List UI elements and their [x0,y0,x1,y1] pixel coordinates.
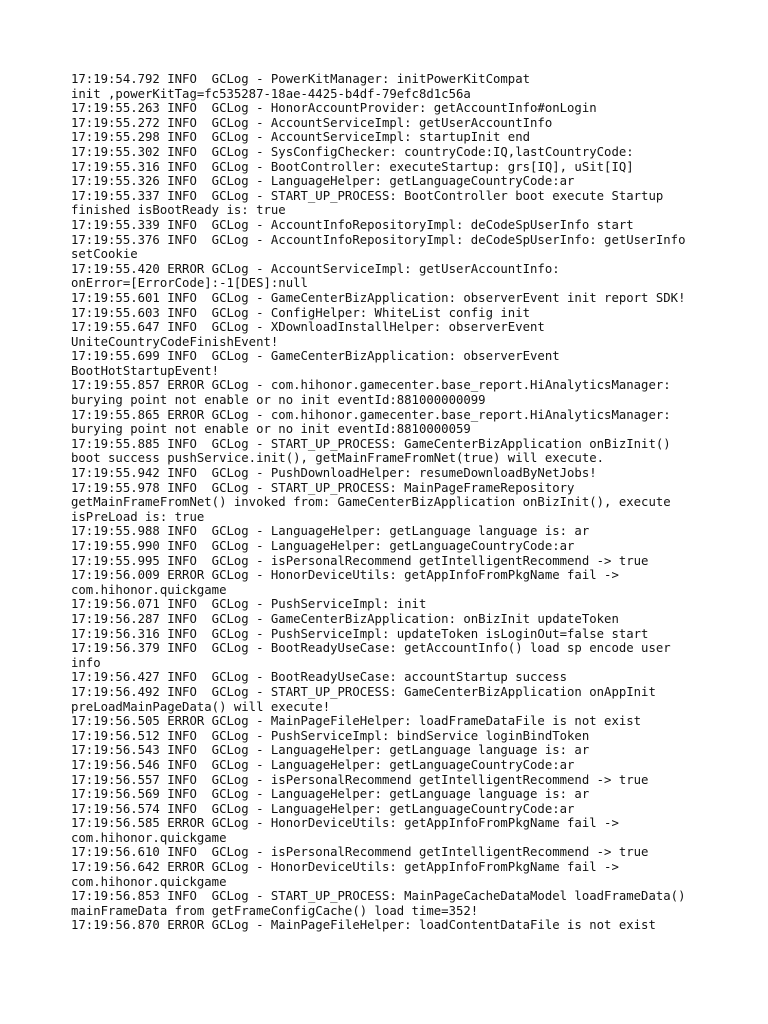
log-line: com.hihonor.quickgame [71,874,227,889]
log-line: 17:19:56.287 INFO GCLog - GameCenterBizApplication: onBizInit updateToken [71,611,619,626]
log-line: 17:19:56.492 INFO GCLog - START_UP_PROCESS: GameCenterBizApplication onAppInit [71,684,656,699]
log-line: 17:19:55.699 INFO GCLog - GameCenterBizApplication: observerEvent [71,349,560,364]
log-line: 17:19:55.339 INFO GCLog - AccountInfoRepositoryImpl: deCodeSpUserInfo start [71,217,634,232]
log-line: 17:19:56.870 ERROR GCLog - MainPageFileHelper: loadContentDataFile is not exist [71,918,656,933]
log-line: 17:19:56.427 INFO GCLog - BootReadyUseCase: accountStartup success [71,670,568,685]
log-line: 17:19:56.071 INFO GCLog - PushServiceImpl: init [71,597,427,612]
log-line: 17:19:55.990 INFO GCLog - LanguageHelper: getLanguageCountryCode:ar [71,539,575,553]
log-line: preLoadMainPageData() will execute! [71,699,331,714]
log-line: isPreLoad is: true [71,509,205,524]
log-line: 17:19:55.420 ERROR GCLog - AccountServiceImpl: getUserAccountInfo: [71,261,560,276]
log-line: 17:19:55.272 INFO GCLog - AccountServiceImpl: getUserAccountInfo [71,115,553,130]
log-line: 17:19:56.574 INFO GCLog - LanguageHelper: getLanguageCountryCode:ar [71,801,575,816]
log-line: 17:19:55.995 INFO GCLog - isPersonalRecommend getIntelligentRecommend -> true [71,553,649,568]
log-line: init ,powerKitTag=fc535287-18ae-4425-b4df-79efc8d1c56a [71,86,471,101]
log-line: burying point not enable or no init eventId:881000000099 [71,393,486,408]
log-line: 17:19:55.988 INFO GCLog - LanguageHelper: getLanguage language is: ar [71,524,590,539]
log-line: com.hihonor.quickgame [71,830,227,845]
log-line: 17:19:55.857 ERROR GCLog - com.hihonor.gamecenter.base_report.HiAnalyticsManager: [71,378,671,393]
log-line: onError=[ErrorCode]:-1[DES]:null [71,276,308,291]
log-line: 17:19:56.379 INFO GCLog - BootReadyUseCase: getAccountInfo() load sp encode user [71,641,671,656]
log-document [71,72,761,933]
log-line: mainFrameData from getFrameConfigCache() load time=352! [71,903,479,918]
log-line: finished isBootReady is: true [71,203,286,218]
log-line: 17:19:56.569 INFO GCLog - LanguageHelper: getLanguage language is: ar [71,787,590,802]
log-line: 17:19:56.585 ERROR GCLog - HonorDeviceUtils: getAppInfoFromPkgName fail -> [71,816,619,831]
log-line: 17:19:56.546 INFO GCLog - LanguageHelper: getLanguageCountryCode:ar [71,757,575,772]
log-line: 17:19:55.302 INFO GCLog - SysConfigChecker: countryCode:IQ,lastCountryCode: [71,144,634,159]
log-line: 17:19:55.603 INFO GCLog - ConfigHelper: WhiteList config init [71,305,531,320]
log-line: 17:19:54.792 INFO GCLog - PowerKitManager: initPowerKitCompat [71,72,531,86]
log-line: 17:19:55.298 INFO GCLog - AccountServiceImpl: startupInit end [71,130,531,145]
log-line: UniteCountryCodeFinishEvent! [71,334,279,349]
log-line: burying point not enable or no init eventId:8810000059 [71,422,471,437]
log-line: 17:19:56.642 ERROR GCLog - HonorDeviceUtils: getAppInfoFromPkgName fail -> [71,860,619,875]
log-line: boot success pushService.init(), getMainFrameFromNet(true) will execute. [71,451,605,466]
log-line: 17:19:55.885 INFO GCLog - START_UP_PROCESS: GameCenterBizApplication onBizInit() [71,436,671,451]
log-line: getMainFrameFromNet() invoked from: GameCenterBizApplication onBizInit(), execute [71,495,671,510]
log-line: 17:19:56.853 INFO GCLog - START_UP_PROCESS: MainPageCacheDataModel loadFrameData() [71,889,686,904]
log-line: 17:19:55.647 INFO GCLog - XDownloadInstallHelper: observerEvent [71,320,545,335]
log-line: 17:19:56.557 INFO GCLog - isPersonalRecommend getIntelligentRecommend -> true [71,772,649,787]
log-line: 17:19:55.337 INFO GCLog - START_UP_PROCESS: BootController boot execute Startup [71,188,664,203]
log-line: 17:19:56.009 ERROR GCLog - HonorDeviceUtils: getAppInfoFromPkgName fail -> [71,568,619,583]
log-line: 17:19:55.263 INFO GCLog - HonorAccountProvider: getAccountInfo#onLogin [71,101,597,116]
log-line: 17:19:56.610 INFO GCLog - isPersonalRecommend getIntelligentRecommend -> true [71,845,649,860]
log-line: 17:19:55.942 INFO GCLog - PushDownloadHelper: resumeDownloadByNetJobs! [71,466,597,481]
log-line: 17:19:56.316 INFO GCLog - PushServiceImpl: updateToken isLoginOut=false start [71,626,649,641]
log-line: 17:19:55.326 INFO GCLog - LanguageHelper: getLanguageCountryCode:ar [71,174,575,189]
log-line: setCookie [71,247,138,262]
log-line: 17:19:56.543 INFO GCLog - LanguageHelper: getLanguage language is: ar [71,743,590,758]
log-line: 17:19:55.376 INFO GCLog - AccountInfoRepositoryImpl: deCodeSpUserInfo: getUserInfo [71,232,686,247]
log-line: 17:19:55.978 INFO GCLog - START_UP_PROCESS: MainPageFrameRepository [71,480,575,495]
log-line: info [71,655,101,670]
log-line: 17:19:55.316 INFO GCLog - BootController: executeStartup: grs[IQ], uSit[IQ] [71,159,634,174]
log-line: 17:19:55.865 ERROR GCLog - com.hihonor.gamecenter.base_report.HiAnalyticsManager: [71,407,671,422]
log-line: 17:19:55.601 INFO GCLog - GameCenterBizApplication: observerEvent init report SDK! [71,290,686,305]
log-line: com.hihonor.quickgame [71,582,227,597]
log-line: 17:19:56.512 INFO GCLog - PushServiceImpl: bindService loginBindToken [71,728,590,743]
log-line: BootHotStartupEvent! [71,363,220,378]
log-line: 17:19:56.505 ERROR GCLog - MainPageFileHelper: loadFrameDataFile is not exist [71,714,642,729]
